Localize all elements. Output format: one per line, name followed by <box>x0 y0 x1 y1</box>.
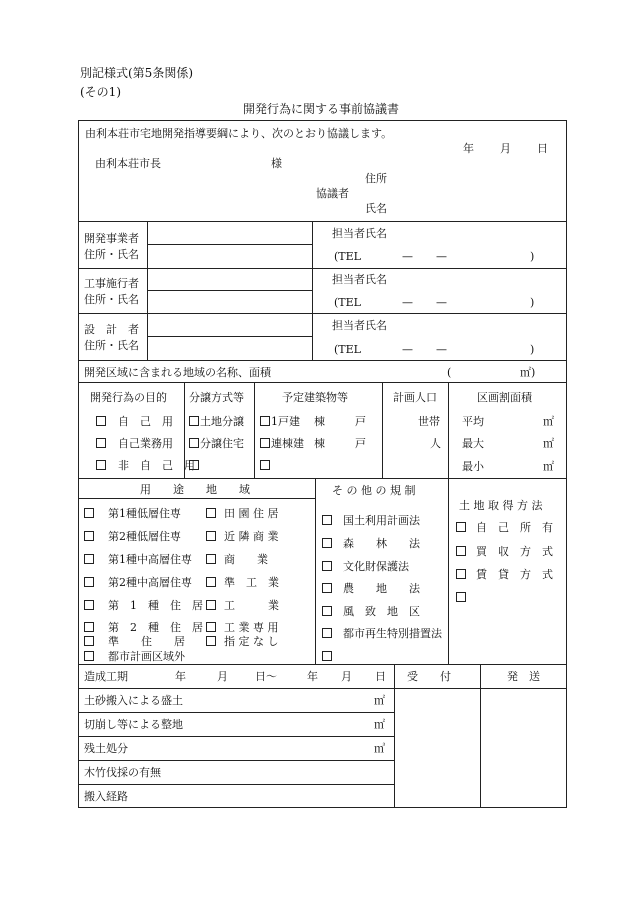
zone-label: 田 園 住 居 <box>224 507 279 520</box>
divider <box>254 382 255 478</box>
land-acquisition-header: 土 地 取 得 方 法 <box>459 499 543 512</box>
developer-label: 開発事業者 <box>84 232 139 245</box>
divider <box>78 382 567 383</box>
zone-label: 準 住 居 <box>108 635 185 648</box>
zone-label: 工 業 <box>224 599 279 612</box>
sent-label: 発 送 <box>507 670 540 683</box>
date-month: 月 <box>500 142 511 155</box>
tel-dash: — <box>436 296 447 309</box>
divider <box>78 760 394 761</box>
regulation-checkbox[interactable] <box>322 606 332 616</box>
divider <box>78 360 567 361</box>
route-label: 搬入経路 <box>84 790 128 803</box>
frame-top <box>78 120 567 121</box>
purpose-header: 開発行為の目的 <box>90 391 167 404</box>
lot-unit: ㎡ <box>543 460 554 473</box>
fill-unit: ㎡ <box>374 694 385 707</box>
lot-unit: ㎡ <box>543 415 554 428</box>
divider <box>147 290 312 291</box>
regulation-checkbox[interactable] <box>322 651 332 661</box>
contractor-label: 工事施行者 <box>84 277 139 290</box>
regulation-label: 森 林 法 <box>343 537 420 550</box>
regulation-label: 農 地 法 <box>343 582 420 595</box>
land-checkbox[interactable] <box>456 592 466 602</box>
regulation-checkbox[interactable] <box>322 538 332 548</box>
form-sub-reference: (その1) <box>80 85 121 99</box>
period-day-from: 日〜 <box>255 670 277 683</box>
lot-unit: ㎡ <box>543 437 554 450</box>
applicant-address-label: 住所 <box>365 172 387 185</box>
zone-checkbox[interactable] <box>206 531 216 541</box>
period-year-end: 年 <box>307 670 318 683</box>
date-year: 年 <box>463 142 474 155</box>
tel-dash: — <box>402 250 413 263</box>
frame-bottom <box>78 807 567 808</box>
building-other-checkbox[interactable] <box>260 460 270 470</box>
regulation-checkbox[interactable] <box>322 628 332 638</box>
divider <box>78 221 567 222</box>
developer-address-label: 住所・氏名 <box>84 248 139 261</box>
building-unit: 棟 <box>314 437 325 450</box>
designer-tel-label: (TEL <box>334 343 361 356</box>
tel-close: ) <box>530 296 535 309</box>
sale-option: 分譲住宅 <box>200 437 244 450</box>
tel-dash: — <box>436 343 447 356</box>
regulation-label: 文化財保護法 <box>343 560 409 573</box>
tel-dash: — <box>402 296 413 309</box>
zone-checkbox[interactable] <box>206 554 216 564</box>
divider <box>78 712 394 713</box>
divider <box>78 664 567 665</box>
lot-average-label: 平均 <box>462 415 484 428</box>
regulation-label: 都市再生特別措置法 <box>343 627 442 640</box>
purpose-option: 非 自 己 用 <box>118 459 195 472</box>
building-option: 1戸建 <box>271 415 300 428</box>
period-month: 月 <box>217 670 228 683</box>
purpose-option: 自 己 用 <box>118 415 173 428</box>
developer-tel-label: (TEL <box>334 250 361 263</box>
divider <box>315 478 316 664</box>
regulation-label: 風 致 地 区 <box>343 605 420 618</box>
period-day-end: 日 <box>375 670 386 683</box>
construction-period-label: 造成工期 <box>84 670 128 683</box>
zone-checkbox[interactable] <box>206 508 216 518</box>
applicant-name-label: 氏名 <box>365 202 387 215</box>
designer-label: 設 計 者 <box>84 323 139 336</box>
tel-dash: — <box>436 250 447 263</box>
divider <box>448 382 449 478</box>
population-unit: 世帯 <box>418 415 440 428</box>
zone-label: 第 1 種 住 居 <box>108 599 203 612</box>
lot-min-label: 最小 <box>462 460 484 473</box>
zone-checkbox[interactable] <box>84 636 94 646</box>
zone-checkbox[interactable] <box>84 600 94 610</box>
terraced-checkbox[interactable] <box>260 438 270 448</box>
developer-contact-label: 担当者氏名 <box>332 227 387 240</box>
designer-address-label: 住所・氏名 <box>84 339 139 352</box>
document-title: 開発行為に関する事前協議書 <box>243 102 400 116</box>
zone-label: 都市計画区域外 <box>108 650 185 663</box>
lot-area-header: 区画割面積 <box>477 391 532 404</box>
received-label: 受 付 <box>407 670 451 683</box>
building-unit: 戸 <box>355 415 366 428</box>
land-sale-checkbox[interactable] <box>189 416 199 426</box>
zone-checkbox[interactable] <box>206 622 216 632</box>
land-checkbox[interactable] <box>456 546 466 556</box>
frame-left <box>78 120 79 808</box>
period-month-end: 月 <box>341 670 352 683</box>
divider <box>448 478 449 664</box>
form-reference: 別記様式(第5条関係) <box>80 66 193 80</box>
divider <box>78 268 567 269</box>
addressee: 由利本荘市長 <box>95 157 161 170</box>
divider <box>394 664 395 808</box>
tel-close: ) <box>530 343 535 356</box>
zone-label: 近 隣 商 業 <box>224 530 279 543</box>
divider <box>382 382 383 478</box>
divider <box>78 478 567 479</box>
sale-other-checkbox[interactable] <box>189 460 199 470</box>
surplus-soil-label: 残土処分 <box>84 742 128 755</box>
contractor-address-label: 住所・氏名 <box>84 293 139 306</box>
building-header: 予定建築物等 <box>282 391 348 404</box>
sale-option: 土地分譲 <box>200 415 244 428</box>
zone-label: 第2種中高層住専 <box>108 576 192 589</box>
contractor-tel-label: (TEL <box>334 296 361 309</box>
applicant-label: 協議者 <box>316 187 349 200</box>
population-unit: 人 <box>430 437 441 450</box>
use-zone-header: 用 途 地 域 <box>140 483 250 496</box>
frame-right <box>566 120 567 808</box>
divider <box>147 336 312 337</box>
zone-label: 準 工 業 <box>224 576 279 589</box>
zone-checkbox[interactable] <box>84 508 94 518</box>
divider <box>78 688 567 689</box>
land-option: 賃 貸 方 式 <box>476 568 553 581</box>
zone-checkbox[interactable] <box>84 651 94 661</box>
land-option: 自 己 所 有 <box>476 521 553 534</box>
area-unit: ㎡) <box>520 366 536 379</box>
divider <box>78 313 567 314</box>
purpose-business-checkbox[interactable] <box>96 438 106 448</box>
lot-max-label: 最大 <box>462 437 484 450</box>
tree-cutting-label: 木竹伐採の有無 <box>84 766 161 779</box>
zone-label: 第1種低層住専 <box>108 507 181 520</box>
zone-checkbox[interactable] <box>84 622 94 632</box>
detached-checkbox[interactable] <box>260 416 270 426</box>
divider <box>78 784 394 785</box>
population-header: 計画人口 <box>393 391 437 404</box>
zone-checkbox[interactable] <box>84 554 94 564</box>
zone-checkbox[interactable] <box>84 577 94 587</box>
land-checkbox[interactable] <box>456 522 466 532</box>
designer-contact-label: 担当者氏名 <box>332 319 387 332</box>
zone-label: 第 2 種 住 居 <box>108 621 203 634</box>
tel-dash: — <box>402 343 413 356</box>
sale-method-header: 分譲方式等 <box>189 391 244 404</box>
date-day: 日 <box>537 142 548 155</box>
grading-unit: ㎡ <box>374 718 385 731</box>
area-open-paren: ( <box>447 366 452 379</box>
divider <box>78 736 394 737</box>
area-label: 開発区域に含まれる地域の名称、面積 <box>84 366 271 379</box>
zone-label: 商 業 <box>224 553 268 566</box>
land-checkbox[interactable] <box>456 569 466 579</box>
regulation-checkbox[interactable] <box>322 515 332 525</box>
purpose-other-checkbox[interactable] <box>96 460 106 470</box>
purpose-option: 自己業務用 <box>118 437 173 450</box>
tel-close: ) <box>530 250 535 263</box>
honorific: 様 <box>271 157 282 170</box>
zone-checkbox[interactable] <box>206 577 216 587</box>
zone-checkbox[interactable] <box>206 600 216 610</box>
grading-label: 切崩し等による整地 <box>84 718 183 731</box>
zone-checkbox[interactable] <box>84 531 94 541</box>
regulation-checkbox[interactable] <box>322 561 332 571</box>
contractor-contact-label: 担当者氏名 <box>332 273 387 286</box>
building-unit: 棟 <box>314 415 325 428</box>
purpose-self-checkbox[interactable] <box>96 416 106 426</box>
zone-label: 工 業 専 用 <box>224 621 279 634</box>
house-sale-checkbox[interactable] <box>189 438 199 448</box>
divider <box>147 244 312 245</box>
regulation-label: 国土利用計画法 <box>343 514 420 527</box>
building-option: 連棟建 <box>271 437 304 450</box>
zone-label: 指 定 な し <box>224 635 279 648</box>
land-option: 買 収 方 式 <box>476 545 553 558</box>
surplus-soil-unit: ㎥ <box>374 742 385 755</box>
period-year: 年 <box>175 670 186 683</box>
regulation-checkbox[interactable] <box>322 583 332 593</box>
intro-statement: 由利本荘市宅地開発指導要綱により、次のとおり協議します。 <box>85 127 393 140</box>
zone-checkbox[interactable] <box>206 636 216 646</box>
fill-label: 土砂搬入による盛土 <box>84 694 183 707</box>
other-regulations-header: そ の 他 の 規 制 <box>332 484 416 497</box>
building-unit: 戸 <box>355 437 366 450</box>
zone-label: 第1種中高層住専 <box>108 553 192 566</box>
divider <box>480 664 481 808</box>
zone-label: 第2種低層住専 <box>108 530 181 543</box>
divider <box>78 498 315 499</box>
divider <box>312 221 313 360</box>
